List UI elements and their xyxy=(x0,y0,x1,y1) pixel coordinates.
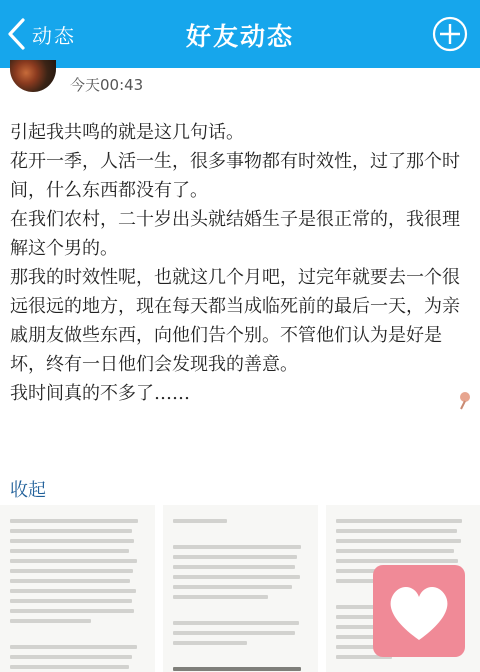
like-button[interactable] xyxy=(373,565,465,657)
circle-plus-icon xyxy=(432,16,468,52)
post-paragraph: 我时间真的不多了…… xyxy=(10,383,190,404)
heart-icon xyxy=(373,565,465,657)
flower-icon xyxy=(455,390,475,410)
post-content xyxy=(10,118,470,408)
post-paragraph: 在我们农村，二十岁出头就结婚生子是很正常的，我很理解这个男的。 xyxy=(10,209,460,259)
page-title: 好友动态 xyxy=(185,22,294,51)
post-header xyxy=(0,68,480,102)
add-button[interactable] xyxy=(432,16,468,52)
post-timestamp: 今天00:43 xyxy=(70,76,144,94)
back-label: 动态 xyxy=(32,23,76,48)
post-paragraph: 那我的时效性呢，也就这几个月吧，过完年就要去一个很远很远的地方，现在每天都当成临死前的最后一天，为亲戚朋友做些东西，向他们告个别。不管他们认为是好是坏，终有一日他们会发现我的善意。 xyxy=(10,267,460,375)
top-nav-bar xyxy=(0,0,480,68)
collapse-link[interactable]: 收起 xyxy=(10,480,46,501)
photo-thumbnail[interactable] xyxy=(0,505,155,672)
post-paragraph: 花开一季，人活一生，很多事物都有时效性，过了那个时间，什么东西都没有了。 xyxy=(10,151,460,201)
post-paragraph: 引起我共鸣的就是这几句话。 xyxy=(10,122,244,143)
avatar[interactable] xyxy=(10,60,56,92)
photo-thumbnail[interactable] xyxy=(163,505,318,672)
